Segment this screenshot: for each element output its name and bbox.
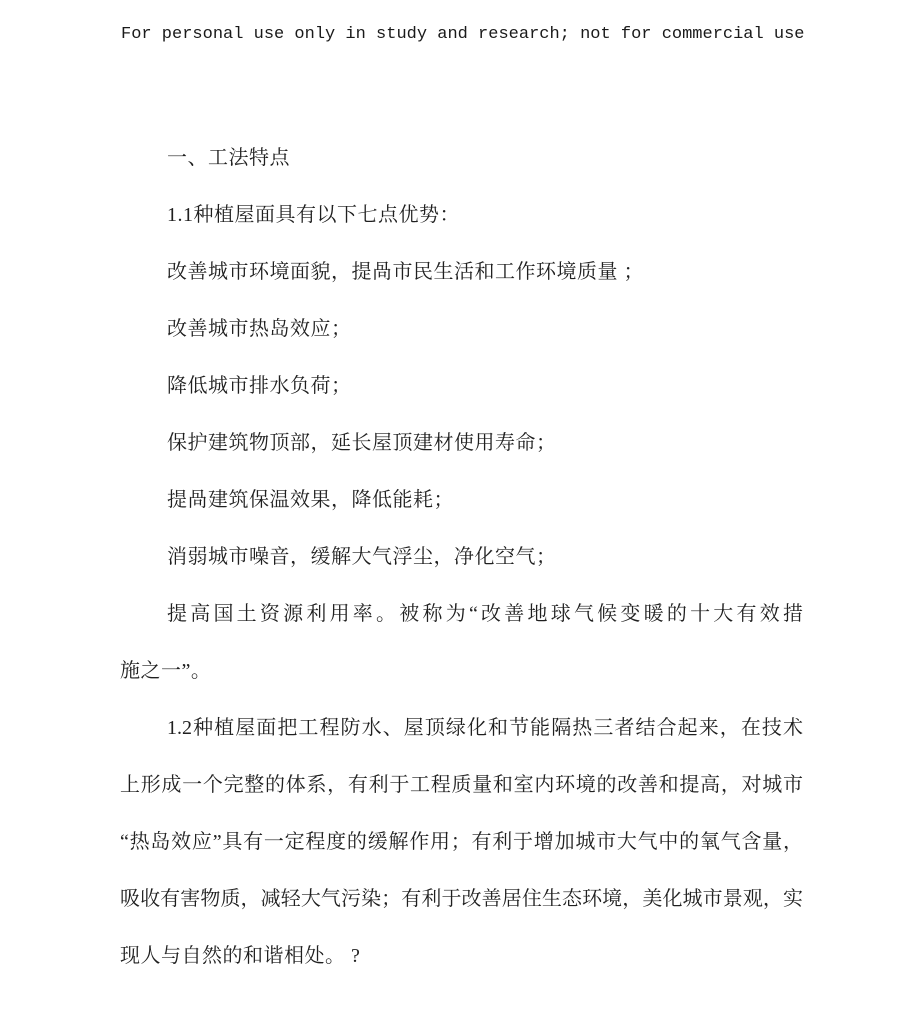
paragraph-line: 保护建筑物顶部，延长屋顶建材使用寿命； bbox=[167, 432, 557, 454]
paragraph-line: 提咼建筑保温效果，降低能耗； bbox=[167, 489, 454, 511]
usage-notice-text: For personal use only in study and research; not for commercial use bbox=[121, 25, 805, 44]
paragraph-line: 现人与自然的和谐相处。 ? bbox=[120, 945, 361, 967]
paragraph-line: 1.2种植屋面把工程防水、屋顶绿化和节能隔热三者结合起来，在技术 bbox=[167, 717, 803, 739]
document-body bbox=[120, 130, 803, 985]
paragraph-line: 降低城市排水负荷； bbox=[167, 375, 352, 397]
paragraph-line: 上形成一个完整的体系，有利于工程质量和室内环境的改善和提高，对城市 bbox=[120, 774, 803, 796]
paragraph-line: 1.1种植屋面具有以下七点优势： bbox=[167, 204, 460, 226]
paragraph-line: 改善城市环境面貌，提咼市民生活和工作环境质量 ； bbox=[167, 261, 644, 283]
paragraph-line: 消弱城市噪音，缓解大气浮尘，净化空气； bbox=[167, 546, 557, 568]
paragraph-line: 施之一”。 bbox=[120, 660, 212, 682]
paragraph-line: 改善城市热岛效应； bbox=[167, 318, 352, 340]
paragraph-line: 一、工法特点 bbox=[167, 147, 290, 169]
paragraph-line: 吸收有害物质，减轻大气污染；有利于改善居住生态环境，美化城市景观，实 bbox=[120, 888, 803, 910]
paragraph-line: “热岛效应”具有一定程度的缓解作用；有利于增加城市大气中的氧气含量， bbox=[120, 831, 803, 853]
paragraph-line: 提高国土资源利用率。被称为“改善地球气候变暖的十大有效措 bbox=[167, 603, 803, 625]
